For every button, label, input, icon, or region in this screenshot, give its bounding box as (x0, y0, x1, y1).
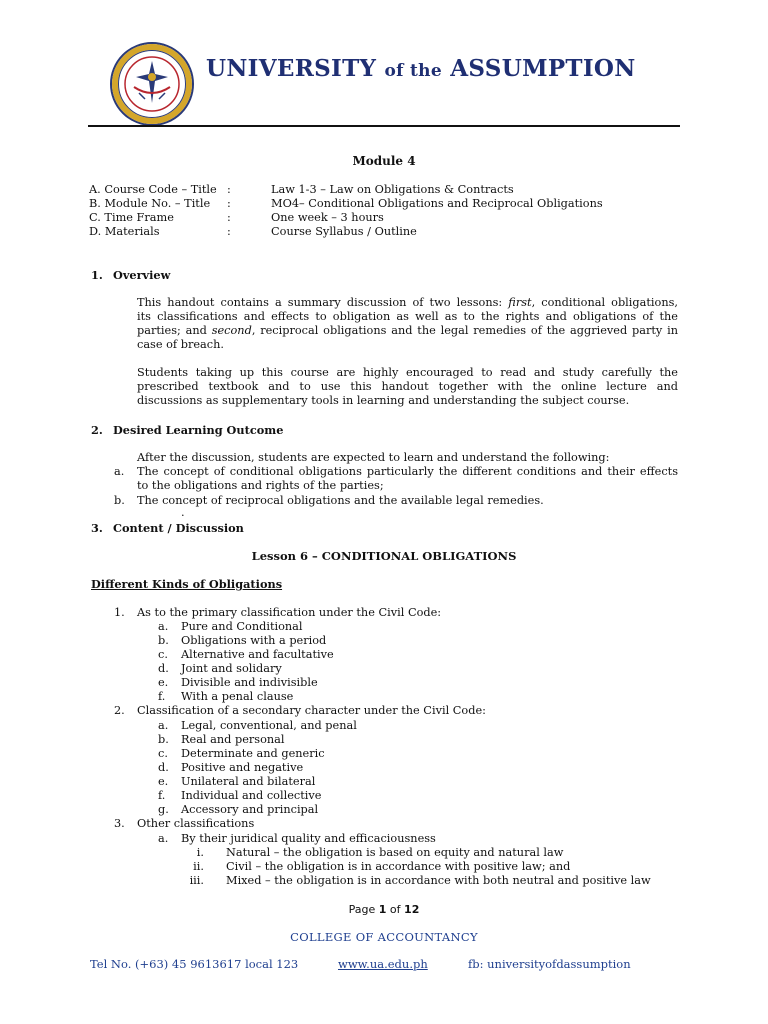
list-item: Individual and collective (181, 789, 322, 802)
list-item-marker: a. (158, 832, 169, 845)
list-item-marker: c. (158, 747, 168, 760)
list-item: Pure and Conditional (181, 620, 303, 633)
outcome-item-line: The concept of reciprocal obligations and the available legal remedies. (137, 494, 544, 507)
overview-paragraph-line (137, 324, 678, 338)
list-item: Divisible and indivisible (181, 676, 318, 689)
overview-emphasis-second: second (211, 324, 252, 337)
website-link[interactable]: www.ua.edu.ph (338, 957, 428, 971)
meta-value: MO4– Conditional Obligations and Reciprocal Obligations (271, 197, 603, 210)
title-part-assumption: ASSUMPTION (441, 55, 636, 82)
sub-item-marker: ii. (193, 860, 204, 873)
module-title: Module 4 (352, 154, 416, 168)
classification-title: Classification of a secondary character under the Civil Code: (137, 704, 486, 717)
page-of: of (386, 903, 405, 916)
meta-label: C. Time Frame (89, 211, 174, 224)
overview-paragraph-line (137, 296, 678, 310)
list-item: Positive and negative (181, 761, 304, 774)
list-item-marker: c. (158, 648, 168, 661)
kinds-of-obligations-heading: Different Kinds of Obligations (91, 577, 283, 591)
meta-colon: : (227, 183, 231, 196)
overview-text: , reciprocal obligations and the legal remedies of the aggrieved party in (251, 324, 678, 337)
list-item-marker: f. (158, 690, 166, 703)
section-title: Content / Discussion (113, 521, 244, 535)
list-item: Unilateral and bilateral (181, 775, 316, 788)
outcome-marker: b. (114, 494, 125, 507)
list-item-marker: f. (158, 789, 166, 802)
overview-paragraph-line: case of breach. (137, 338, 224, 351)
list-item-marker: e. (158, 676, 169, 689)
list-item: Joint and solidary (181, 662, 282, 675)
list-item-marker: d. (158, 662, 169, 675)
list-item-marker: e. (158, 775, 169, 788)
page-number (0, 903, 768, 917)
list-item: Obligations with a period (181, 634, 327, 647)
list-item: Determinate and generic (181, 747, 325, 760)
section-number: 1. (91, 268, 103, 282)
outcome-item-line: The concept of conditional obligations particularly the different conditions and their effects (137, 465, 678, 478)
sub-item-marker: i. (196, 846, 204, 859)
classification-marker: 3. (114, 817, 125, 830)
classification-title: Other classifications (137, 817, 255, 830)
meta-colon: : (227, 211, 231, 224)
outcome-intro: After the discussion, students are expected to learn and understand the following: (137, 451, 610, 464)
section-title: Overview (113, 268, 171, 282)
meta-label: D. Materials (89, 225, 160, 238)
title-part-university: UNIVERSITY (206, 55, 385, 82)
list-item-marker: b. (158, 733, 169, 746)
page-current: 1 (378, 903, 387, 916)
meta-label: A. Course Code – Title (89, 183, 217, 196)
list-item: Accessory and principal (181, 803, 319, 816)
meta-value: Course Syllabus / Outline (271, 225, 417, 238)
sub-item: Mixed – the obligation is in accordance with both neutral and positive law (226, 874, 651, 887)
list-item-marker: g. (158, 803, 169, 816)
header-divider (88, 125, 680, 127)
section-number: 3. (91, 521, 103, 535)
telephone-number: Tel No. (+63) 45 9613617 local 123 (90, 957, 299, 971)
sub-item: Civil – the obligation is in accordance with positive law; and (226, 860, 571, 873)
sub-item: Natural – the obligation is based on equity and natural law (226, 846, 564, 859)
classification-marker: 1. (114, 606, 125, 619)
university-seal-logo (109, 41, 195, 127)
sub-item-marker: iii. (189, 874, 204, 887)
college-name: COLLEGE OF ACCOUNTANCY (290, 930, 478, 944)
overview-text: , conditional obligations, (531, 296, 678, 309)
list-item: Alternative and facultative (181, 648, 334, 661)
section-number: 2. (91, 423, 103, 437)
section-title: Desired Learning Outcome (113, 423, 284, 437)
classification-title: As to the primary classification under the Civil Code: (137, 606, 442, 619)
university-name-heading (206, 55, 636, 82)
list-item: Real and personal (181, 733, 285, 746)
overview-paragraph-line: discussions as supplementary tools in learning and understanding the subject course. (137, 394, 630, 407)
classification-marker: 2. (114, 704, 125, 717)
overview-paragraph-line: Students taking up this course are highly encouraged to read and study carefully the (137, 366, 678, 379)
lesson-title: Lesson 6 – CONDITIONAL OBLIGATIONS (251, 549, 517, 563)
list-item: Legal, conventional, and penal (181, 719, 357, 732)
list-item-marker: b. (158, 634, 169, 647)
page-prefix: Page (348, 903, 379, 916)
meta-value: One week – 3 hours (271, 211, 384, 224)
list-item: By their juridical quality and efficaciousness (181, 832, 436, 845)
overview-text: This handout contains a summary discussion of two lessons: (137, 296, 509, 309)
title-part-of-the: of the (384, 61, 442, 81)
meta-colon: : (227, 225, 231, 238)
overview-text: parties; and (137, 324, 212, 337)
outcome-marker: a. (114, 465, 125, 478)
outcome-item-line: to the obligations and rights of the parties; (137, 479, 384, 492)
overview-emphasis-first: first (508, 296, 532, 309)
overview-paragraph-line: prescribed textbook and to use this handout together with the online lecture and (137, 380, 678, 393)
list-item-marker: d. (158, 761, 169, 774)
meta-colon: : (227, 197, 231, 210)
page-total: 12 (404, 903, 420, 916)
list-item-marker: a. (158, 620, 169, 633)
meta-value: Law 1-3 – Law on Obligations & Contracts (271, 183, 514, 196)
meta-label: B. Module No. – Title (89, 197, 211, 210)
overview-paragraph-line: its classifications and effects to obligation as well as to the rights and obligations of the (137, 310, 678, 323)
facebook-handle: fb: universityofdassumption (468, 957, 631, 971)
stray-dot: . (181, 506, 185, 519)
list-item: With a penal clause (181, 690, 294, 703)
list-item-marker: a. (158, 719, 169, 732)
